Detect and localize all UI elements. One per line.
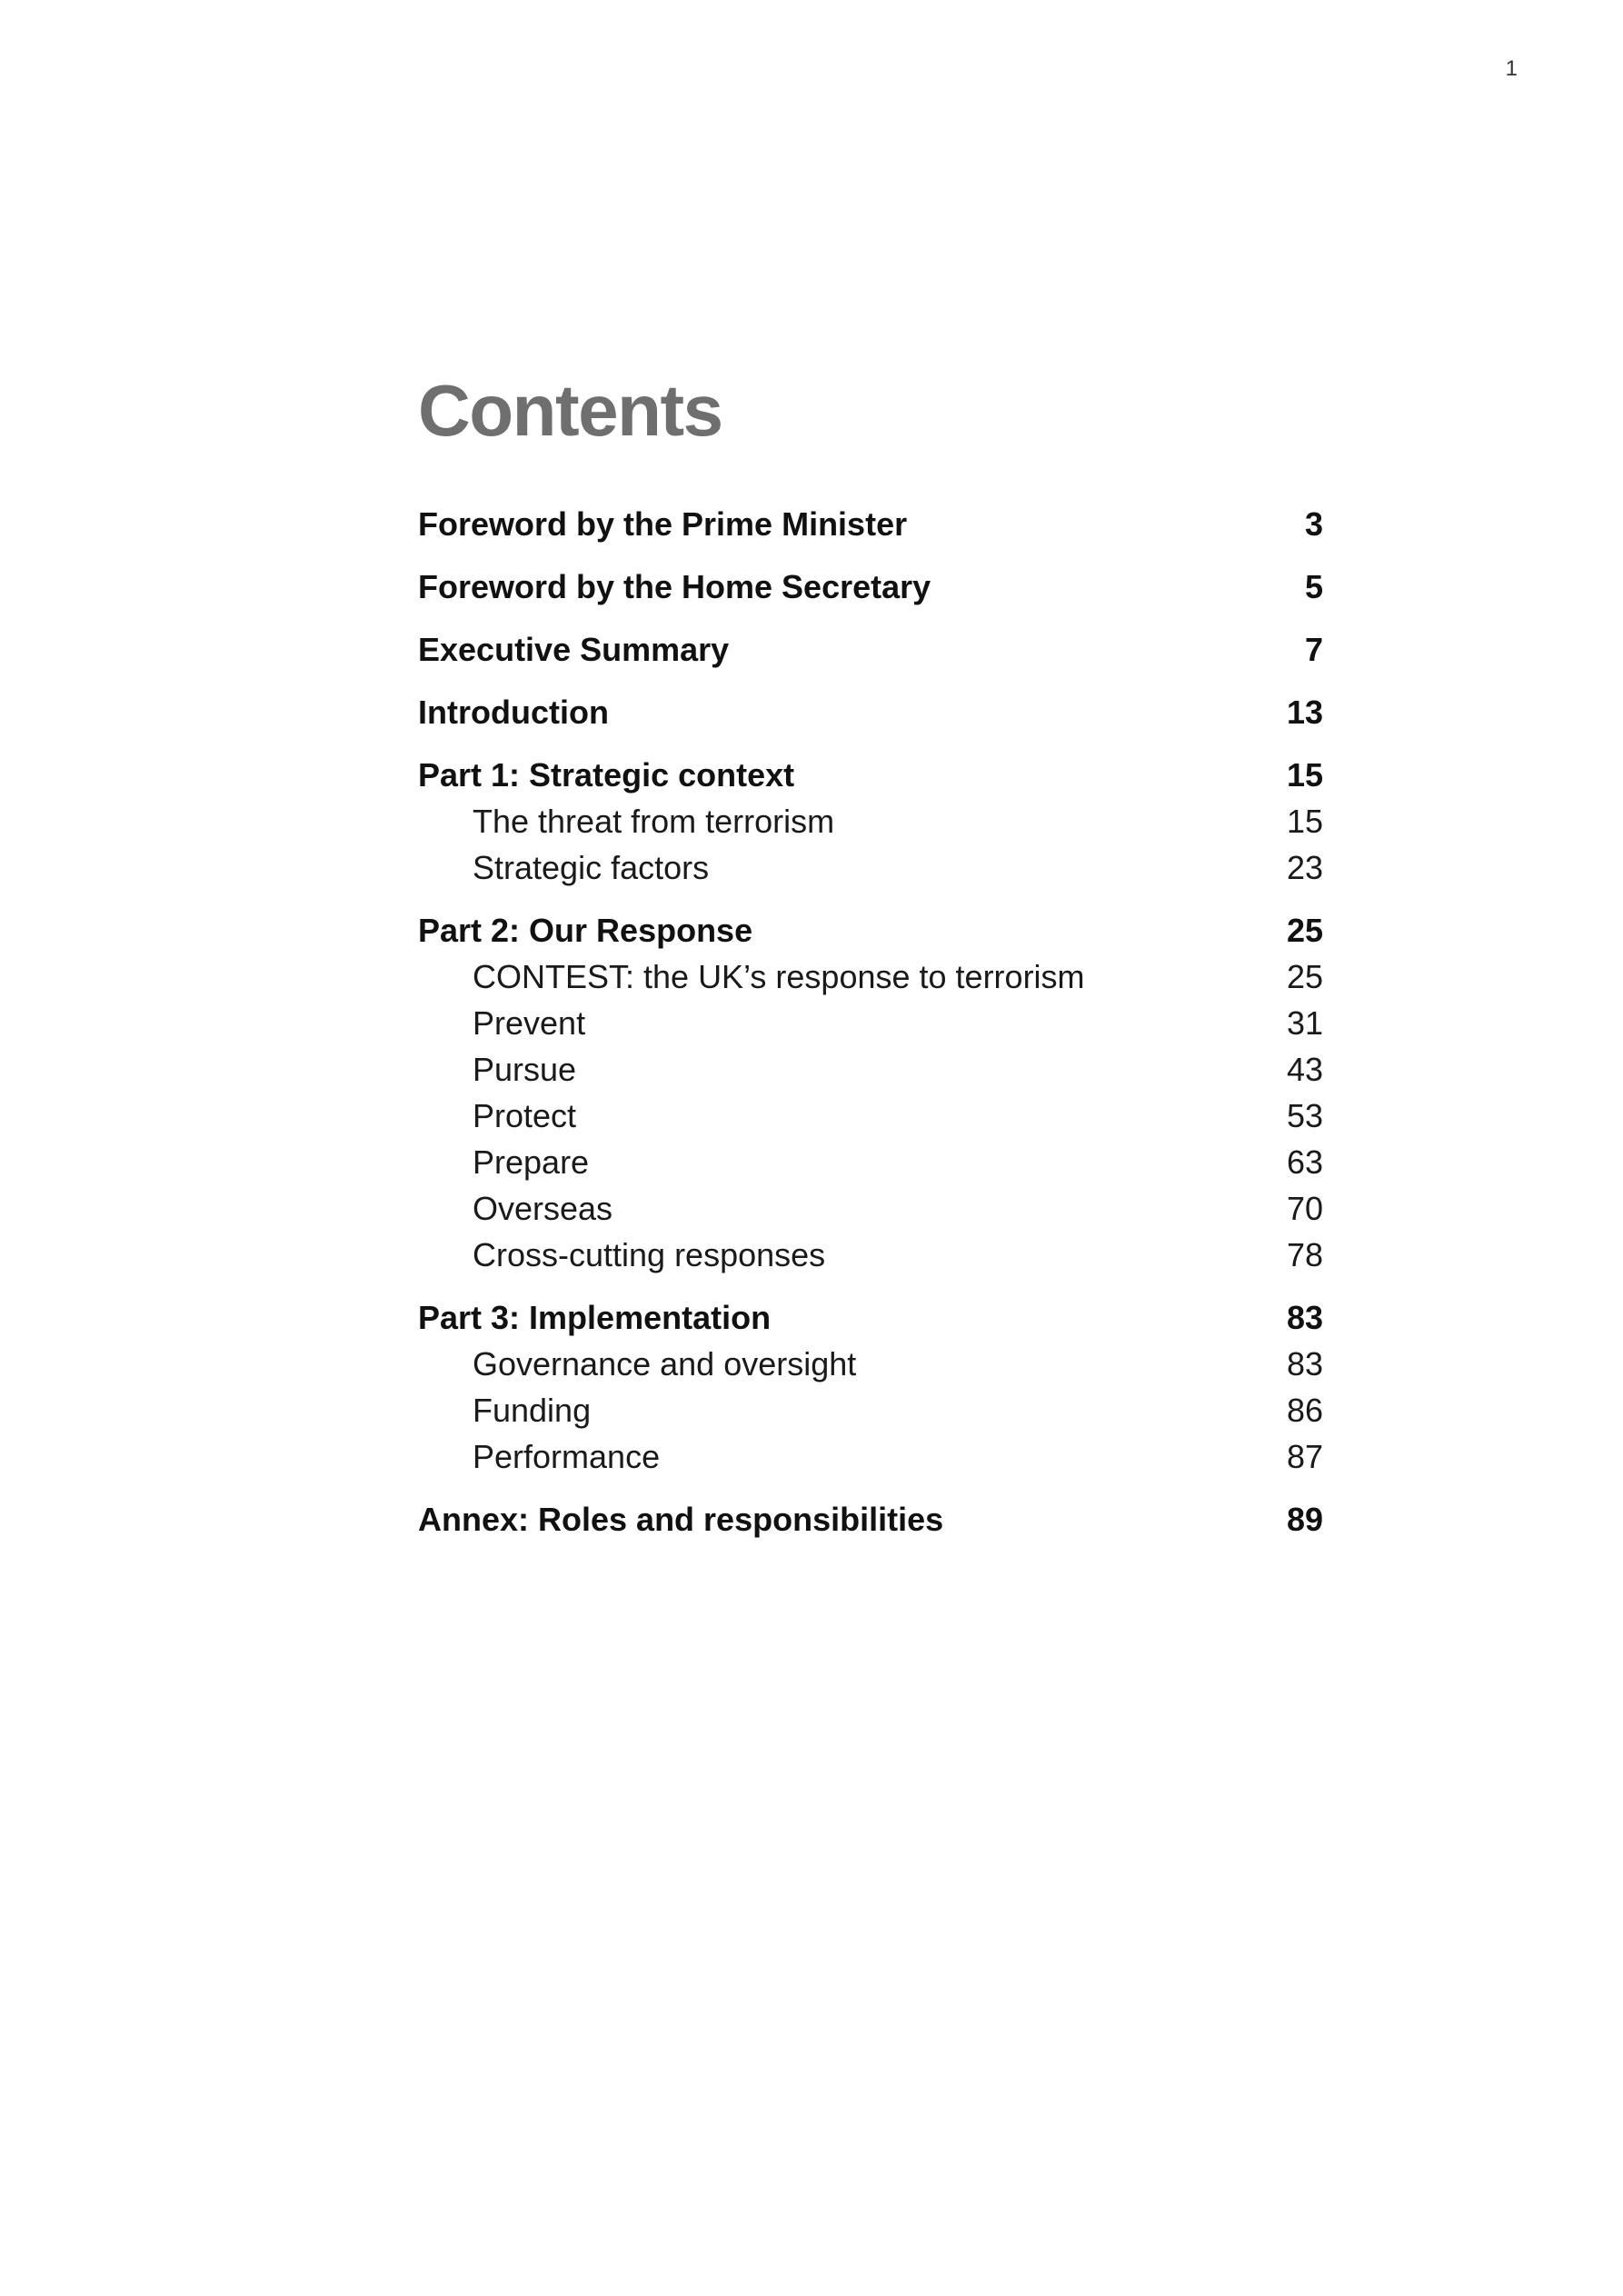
toc-subentry-title: Protect <box>473 1097 577 1134</box>
toc-section <box>418 631 1323 677</box>
toc-subentry-title: Prevent <box>473 1004 586 1042</box>
toc-section <box>418 1501 1323 1547</box>
toc-entry-title: Part 1: Strategic context <box>418 756 795 794</box>
toc-subentry-page: 53 <box>1286 1097 1323 1134</box>
toc-subentry-page: 31 <box>1286 1004 1323 1042</box>
table-of-contents <box>418 505 1323 1547</box>
toc-entry-title: Introduction <box>418 694 609 731</box>
toc-section <box>418 568 1323 614</box>
toc-subentry-title: Cross-cutting responses <box>473 1236 826 1273</box>
toc-subentry-page: 63 <box>1286 1143 1323 1181</box>
toc-subentry-title: Overseas <box>473 1190 613 1227</box>
toc-entry-page: 89 <box>1286 1501 1323 1538</box>
toc-subentry[interactable] <box>418 1236 1323 1283</box>
toc-entry-page: 13 <box>1286 694 1323 731</box>
toc-subentry[interactable] <box>418 1392 1323 1438</box>
toc-subentry[interactable] <box>418 849 1323 895</box>
toc-entry-page: 5 <box>1304 568 1323 605</box>
toc-entry-title: Foreword by the Home Secretary <box>418 568 931 605</box>
toc-section <box>418 1299 1323 1484</box>
toc-entry[interactable] <box>418 631 1323 677</box>
toc-subentry[interactable] <box>418 1190 1323 1236</box>
toc-subentry[interactable] <box>418 1345 1323 1392</box>
toc-subentry-page: 83 <box>1286 1345 1323 1383</box>
toc-subentry-title: Performance <box>473 1438 661 1475</box>
toc-subentry-title: CONTEST: the UK’s response to terrorism <box>473 958 1085 995</box>
toc-subentry[interactable] <box>418 1097 1323 1143</box>
toc-entry[interactable] <box>418 912 1323 958</box>
toc-section <box>418 756 1323 895</box>
toc-subentry-page: 87 <box>1286 1438 1323 1475</box>
page-title: Contents <box>418 370 722 451</box>
toc-subentry-title: Funding <box>473 1392 592 1429</box>
toc-entry[interactable] <box>418 756 1323 803</box>
toc-subentry-page: 15 <box>1286 803 1323 840</box>
toc-subentry-page: 86 <box>1286 1392 1323 1429</box>
toc-subentry-title: Prepare <box>473 1143 590 1181</box>
toc-subentry[interactable] <box>418 1051 1323 1097</box>
contents-section <box>418 370 1323 1563</box>
toc-entry-title: Part 3: Implementation <box>418 1299 772 1336</box>
toc-entry[interactable] <box>418 694 1323 740</box>
toc-subentry[interactable] <box>418 803 1323 849</box>
toc-entry[interactable] <box>418 505 1323 552</box>
toc-subentry-title: Governance and oversight <box>473 1345 857 1383</box>
toc-subentry[interactable] <box>418 958 1323 1004</box>
toc-subentry-page: 78 <box>1286 1236 1323 1273</box>
toc-entry[interactable] <box>418 568 1323 614</box>
toc-section <box>418 505 1323 552</box>
toc-entry[interactable] <box>418 1501 1323 1547</box>
toc-entry-page: 83 <box>1286 1299 1323 1336</box>
toc-subentry-page: 70 <box>1286 1190 1323 1227</box>
page-number: 1 <box>1505 56 1518 81</box>
toc-subentry-page: 25 <box>1286 958 1323 995</box>
toc-entry-title: Foreword by the Prime Minister <box>418 505 908 543</box>
toc-entry-title: Executive Summary <box>418 631 730 668</box>
toc-entry-title: Part 2: Our Response <box>418 912 753 949</box>
toc-section <box>418 912 1323 1283</box>
toc-subentry[interactable] <box>418 1438 1323 1484</box>
toc-subentry-title: Strategic factors <box>473 849 710 886</box>
toc-subentry-title: The threat from terrorism <box>473 803 835 840</box>
toc-entry-page: 25 <box>1286 912 1323 949</box>
toc-subentry[interactable] <box>418 1143 1323 1190</box>
toc-subentry-title: Pursue <box>473 1051 577 1088</box>
toc-section <box>418 694 1323 740</box>
toc-entry-page: 3 <box>1304 505 1323 543</box>
toc-entry-title: Annex: Roles and responsibilities <box>418 1501 944 1538</box>
toc-entry-page: 15 <box>1286 756 1323 794</box>
toc-subentry-page: 43 <box>1286 1051 1323 1088</box>
toc-subentry[interactable] <box>418 1004 1323 1051</box>
toc-entry-page: 7 <box>1304 631 1323 668</box>
toc-entry[interactable] <box>418 1299 1323 1345</box>
toc-subentry-page: 23 <box>1286 849 1323 886</box>
